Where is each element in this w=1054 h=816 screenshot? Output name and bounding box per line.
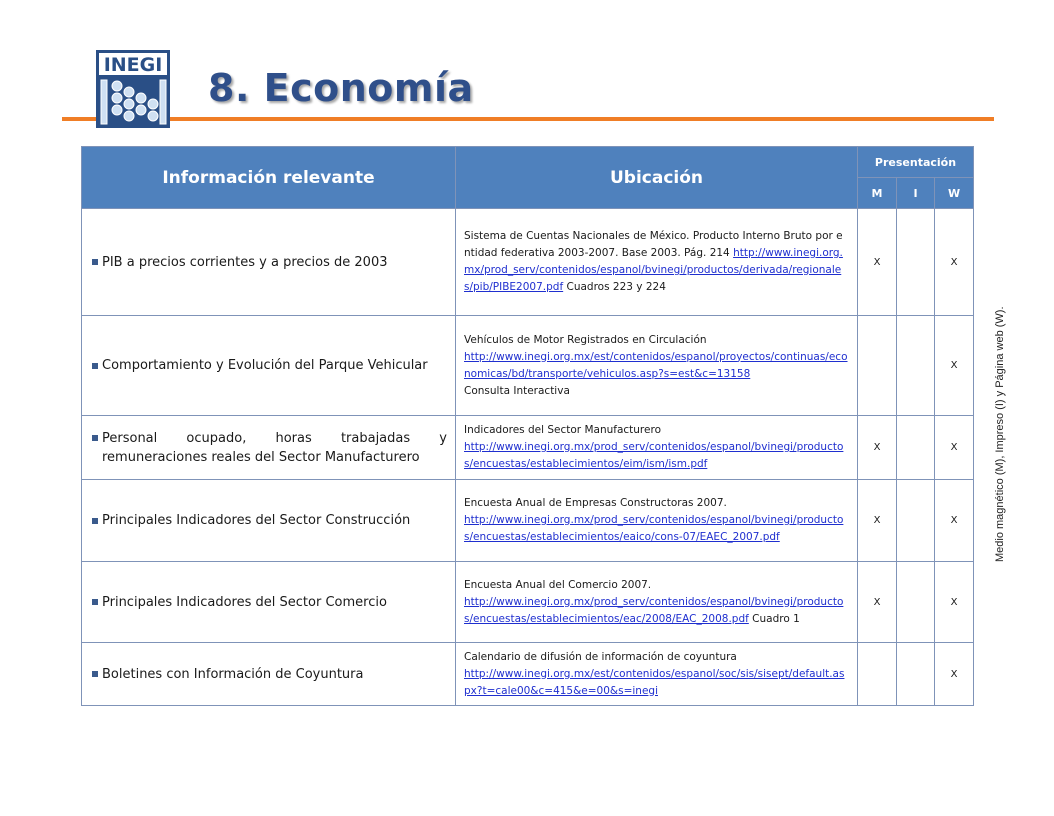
location-cell xyxy=(456,209,858,316)
mark-i xyxy=(897,480,935,562)
table-row xyxy=(82,480,974,562)
bullet-icon xyxy=(92,435,98,441)
location-cell xyxy=(456,643,858,706)
header-location: Ubicación xyxy=(456,147,858,209)
info-text: Principales Indicadores del Sector Comercio xyxy=(102,594,387,610)
mark-w: X xyxy=(935,480,974,562)
bullet-icon xyxy=(92,599,98,605)
source-link[interactable]: http://www.inegi.org.mx/prod_serv/contenidos/espanol/bvinegi/productos/encuestas/establecimientos/eaico/cons-07/EAEC_2007.pdf xyxy=(464,514,844,543)
mark-i xyxy=(897,209,935,316)
location-text: Calendario de difusión de información de coyuntura xyxy=(464,650,737,663)
header-info: Información relevante xyxy=(82,147,456,209)
side-note: Medio magnético (M), Impreso (I) y Página web (W). xyxy=(994,306,1006,562)
location-cell xyxy=(456,562,858,643)
info-cell xyxy=(82,209,456,316)
mark-w: X xyxy=(935,643,974,706)
bullet-icon xyxy=(92,518,98,524)
header-w: W xyxy=(935,178,974,209)
mark-i xyxy=(897,416,935,480)
bullet-icon xyxy=(92,259,98,265)
info-cell xyxy=(82,643,456,706)
info-text: Personal ocupado, horas trabajadas y remuneraciones reales del Sector Manufacturero xyxy=(102,430,447,465)
location-cell xyxy=(456,316,858,416)
location-note: Cuadro 1 xyxy=(748,612,800,625)
info-cell xyxy=(82,416,456,480)
bullet-icon xyxy=(92,671,98,677)
table-row xyxy=(82,209,974,316)
table-row xyxy=(82,316,974,416)
economy-table xyxy=(81,146,974,706)
mark-w: X xyxy=(935,316,974,416)
logo-text: INEGI xyxy=(103,54,163,76)
mark-m xyxy=(858,316,897,416)
mark-w: X xyxy=(935,209,974,316)
header-presentation: Presentación xyxy=(858,147,974,178)
table-row xyxy=(82,416,974,480)
mark-i xyxy=(897,643,935,706)
info-cell xyxy=(82,480,456,562)
header-i: I xyxy=(897,178,935,209)
source-link[interactable]: http://www.inegi.org.mx/prod_serv/contenidos/espanol/bvinegi/productos/encuestas/establecimientos/eim/ism/ism.pdf xyxy=(464,441,844,470)
bullet-icon xyxy=(92,363,98,369)
location-text: Indicadores del Sector Manufacturero xyxy=(464,424,661,436)
info-cell xyxy=(82,562,456,643)
location-text: Vehículos de Motor Registrados en Circulación xyxy=(464,333,707,346)
mark-w: X xyxy=(935,562,974,643)
info-cell xyxy=(82,316,456,416)
mark-m: X xyxy=(858,416,897,480)
location-note: Cuadros 223 y 224 xyxy=(563,281,666,293)
source-link[interactable]: http://www.inegi.org.mx/est/contenidos/espanol/proyectos/continuas/economicas/bd/transporte/vehiculos.asp?s=est&c=13158 xyxy=(464,350,848,380)
info-text: Boletines con Información de Coyuntura xyxy=(102,666,364,682)
mark-m: X xyxy=(858,562,897,643)
info-text: PIB a precios corrientes y a precios de 2003 xyxy=(102,254,388,270)
header-m: M xyxy=(858,178,897,209)
location-cell xyxy=(456,480,858,562)
mark-i xyxy=(897,562,935,643)
table-row xyxy=(82,643,974,706)
orange-rule xyxy=(170,117,994,121)
mark-m xyxy=(858,643,897,706)
page-title: 8. Economía xyxy=(208,66,474,110)
info-text: Comportamiento y Evolución del Parque Vehicular xyxy=(102,358,428,373)
table-row xyxy=(82,562,974,643)
location-note: Consulta Interactiva xyxy=(464,384,570,397)
location-text: Sistema de Cuentas Nacionales de México. Producto Interno Bruto por entidad federativa 2003-2007. Base 2003. Pág. 214 xyxy=(464,230,843,259)
source-link[interactable]: http://www.inegi.org.mx/est/contenidos/espanol/soc/sis/sisept/default.aspx?t=cale00&c=415&e=00&s=inegi xyxy=(464,667,845,697)
mark-m: X xyxy=(858,480,897,562)
mark-w: X xyxy=(935,416,974,480)
location-text: Encuesta Anual del Comercio 2007. xyxy=(464,578,652,591)
source-link[interactable]: http://www.inegi.org.mx/prod_serv/contenidos/espanol/bvinegi/productos/encuestas/establecimientos/eac/2008/EAC_2008.pdf xyxy=(464,595,844,625)
mark-i xyxy=(897,316,935,416)
info-text: Principales Indicadores del Sector Construcción xyxy=(102,513,411,528)
location-cell xyxy=(456,416,858,480)
inegi-logo xyxy=(96,50,170,128)
orange-rule-left xyxy=(62,117,96,121)
mark-m: X xyxy=(858,209,897,316)
location-text: Encuesta Anual de Empresas Constructoras 2007. xyxy=(464,497,727,509)
source-link[interactable]: http://www.inegi.org.mx/prod_serv/contenidos/espanol/bvinegi/productos/derivada/regionales/pib/PIBE2007.pdf xyxy=(464,247,843,293)
